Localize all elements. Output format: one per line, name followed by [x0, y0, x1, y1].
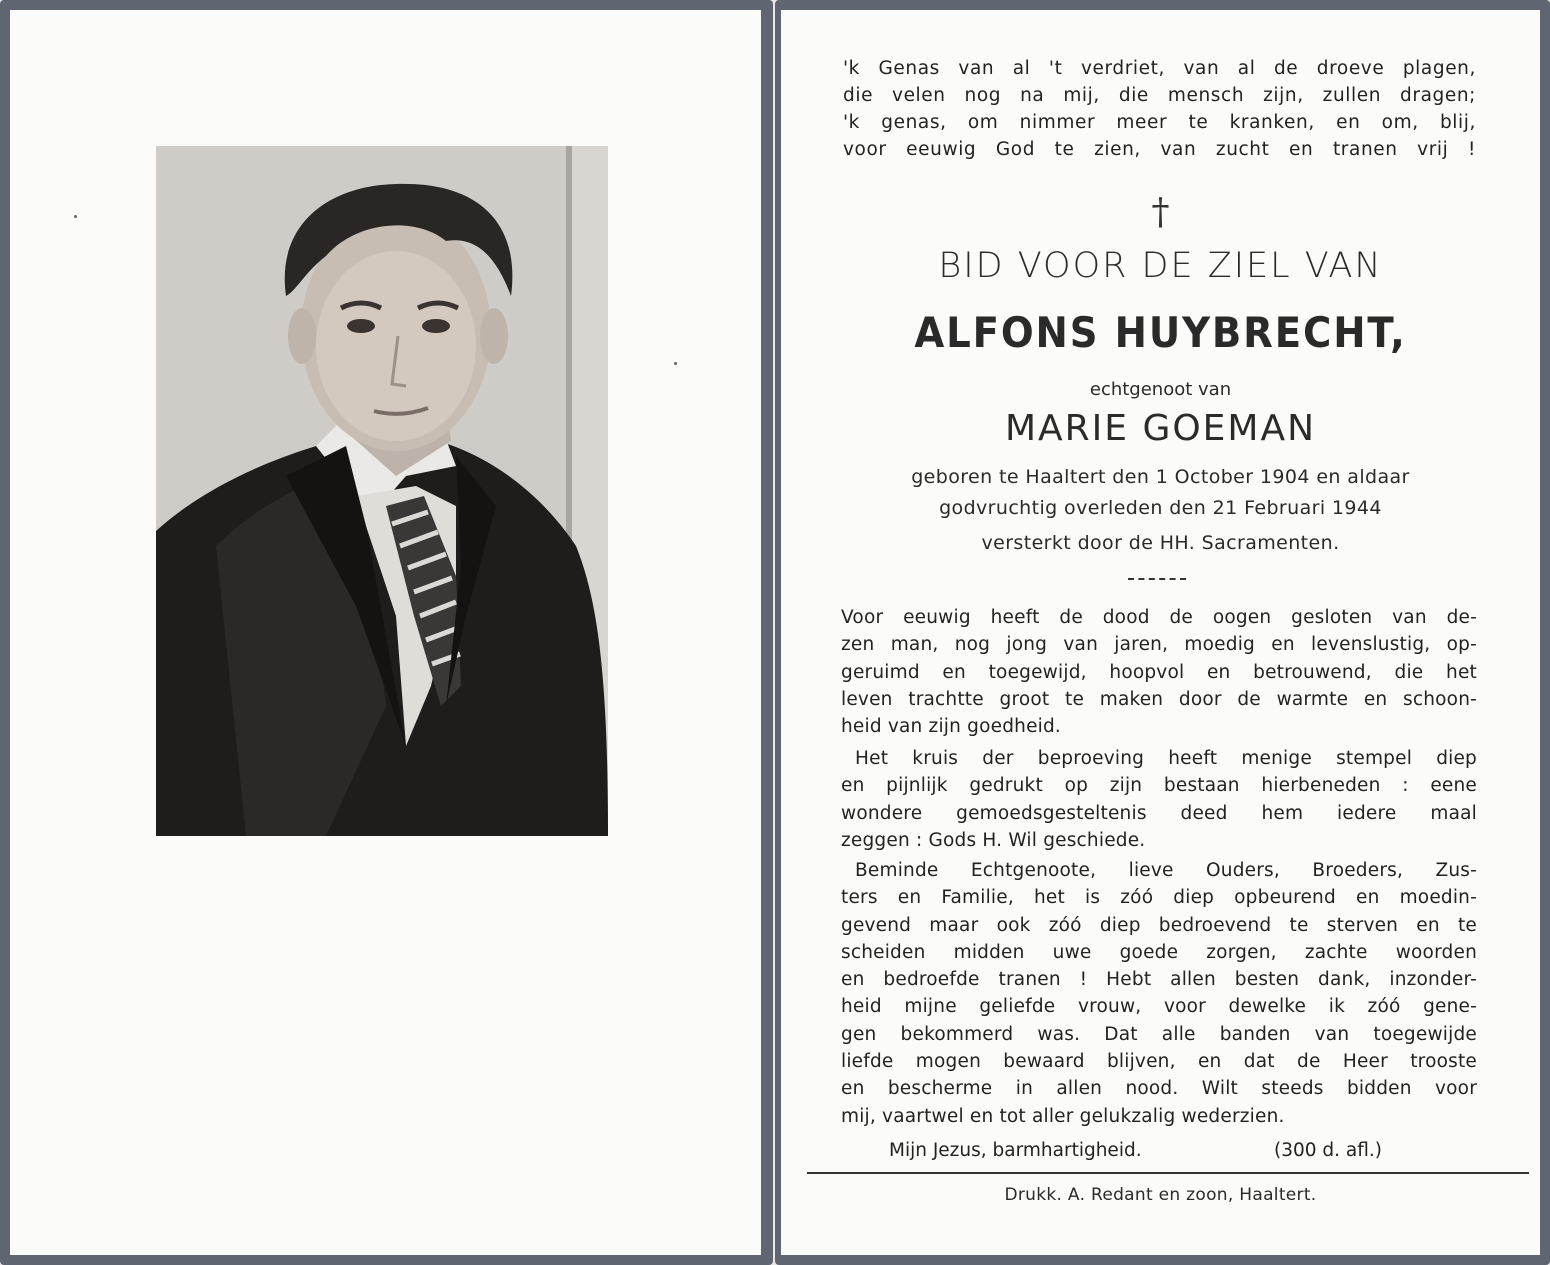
paragraph-line: gevend maar ook zóó diep bedroevend te sterven en te — [841, 914, 1477, 936]
paragraph-line: scheiden midden uwe goede zorgen, zachte woorden — [841, 941, 1477, 963]
paragraph-line: zeggen : Gods H. Wil geschiede. — [841, 829, 1146, 851]
portrait-illustration — [156, 146, 608, 836]
paragraph-line: leven trachtte groot te maken door de warmte en schoon- — [841, 688, 1477, 710]
paragraph-line: Voor eeuwig heeft de dood de oogen gesloten van de- — [841, 607, 1477, 628]
speck — [674, 362, 677, 365]
paragraph-line: en bescherme in allen nood. Wilt steeds bidden voor — [841, 1078, 1477, 1100]
paragraph-2 — [841, 745, 1477, 854]
paragraph-1 — [841, 604, 1477, 740]
paragraph-line: wondere gemoedsgesteltenis deed hem iedere maal — [841, 802, 1477, 824]
spouse-name: MARIE GOEMAN — [1004, 408, 1317, 449]
prayer-line: Mijn Jezus, barmhartigheid. — [889, 1140, 1142, 1161]
poem-line: voor eeuwig God te zien, van zucht en tranen vrij ! — [843, 139, 1476, 160]
paragraph-line: ters en Familie, het is zóó diep opbeurend en moedin- — [841, 887, 1477, 909]
right-card-panel — [775, 0, 1550, 1265]
paragraph-line: heid van zijn goedheid. — [841, 716, 1062, 738]
spouse-label: echtgenoot van — [1089, 379, 1232, 400]
paragraph-line: Het kruis der beproeving heeft menige stempel diep — [855, 748, 1477, 769]
paragraph-line: liefde mogen bewaard blijven, en dat de Heer trooste — [841, 1051, 1477, 1073]
poem-line: 'k genas, om nimmer meer te kranken, en om, blij, — [843, 112, 1476, 133]
paragraph-line: en pijnlijk gedrukt op zijn bestaan hierbeneden : eene — [841, 775, 1477, 797]
paragraph-line: en bedroefde tranen ! Hebt allen besten dank, inzonder- — [841, 969, 1477, 991]
separator-dashes — [1128, 578, 1186, 580]
left-card-panel — [0, 0, 773, 1265]
deceased-name: ALFONS HUYBRECHT, — [914, 308, 1407, 357]
paragraph-line: mij, vaartwel en tot aller gelukzalig wederzien. — [841, 1105, 1285, 1127]
speck — [74, 215, 77, 218]
paragraph-line: geruimd en toegewijd, hoopvol en betrouwend, die het — [841, 661, 1477, 683]
poem-line: die velen nog na mij, die mensch zijn, zullen dragen; — [843, 85, 1476, 106]
portrait-photo — [156, 146, 608, 836]
life-line: versterkt door de HH. Sacramenten. — [981, 532, 1340, 554]
life-line: geboren te Haaltert den 1 October 1904 en aldaar — [911, 466, 1410, 488]
indulgence-note: (300 d. afl.) — [1274, 1140, 1383, 1161]
bottom-rule — [807, 1172, 1529, 1174]
paragraph-line: Beminde Echtgenoote, lieve Ouders, Broeders, Zus- — [855, 860, 1477, 881]
life-line: godvruchtig overleden den 21 Februari 1944 — [939, 497, 1382, 519]
paragraph-line: zen man, nog jong van jaren, moedig en levenslustig, op- — [841, 634, 1477, 656]
poem-line: 'k Genas van al 't verdriet, van al de droeve plagen, — [843, 58, 1476, 79]
printer-credit: Drukk. A. Redant en zoon, Haaltert. — [1004, 1185, 1317, 1205]
cross-symbol: † — [1151, 192, 1170, 233]
paragraph-3 — [841, 857, 1477, 1130]
heading: BID VOOR DE ZIEL VAN — [938, 246, 1383, 286]
paragraph-line: gen bekommerd was. Dat alle banden van toegewijde — [841, 1023, 1477, 1045]
paragraph-line: heid mijne geliefde vrouw, voor dewelke ik zóó gene- — [841, 996, 1477, 1018]
